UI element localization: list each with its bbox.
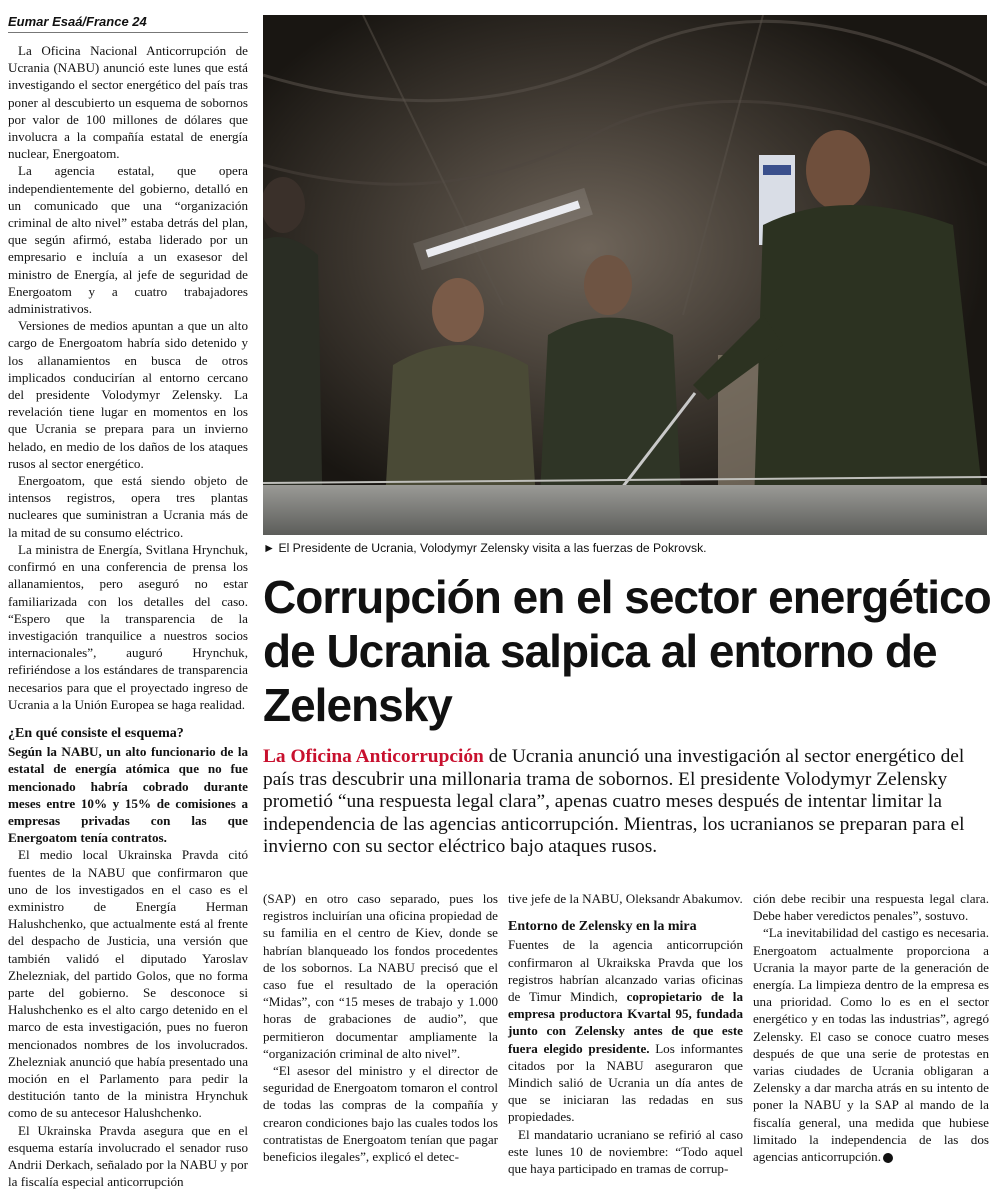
paragraph-text: Los informantes citados por la NABU aseguraron que Mindich salió de Ucrania un día antes de que se iniciaran las redadas en sus propiedades. <box>508 1040 743 1125</box>
photo-caption: ► El Presidente de Ucrania, Volodymyr Zelensky visita a las fuerzas de Pokrovsk. <box>263 541 707 555</box>
paragraph: Energoatom, que está siendo objeto de intensos registros, opera tres plantas nucleares que suministran a Ucrania más de la mitad de su consumo eléctrico. <box>8 473 248 540</box>
paragraph: La Oficina Nacional Anticorrupción de Ucrania (NABU) anunció este lunes que está investigando el sector energético del país tras poner al descubierto un esquema de sobornos por valor de 100 millones de dólares que involucra a la compañía estatal de energía nuclear, Energoatom. <box>8 43 248 162</box>
news-photo <box>263 15 987 535</box>
paragraph: La agencia estatal, que opera independientemente del gobierno, detalló en un comunicado que una “organización criminal de alto nivel” estaba detrás del plan, que según afirmó, estaba liderado por un empresario e incluía a un exasesor del ministro de Energía, al jefe de seguridad de Energoatom y a cuatro trabajadores administrativos. <box>8 163 248 317</box>
section-subhead: ¿En qué consiste el esquema? <box>8 725 184 741</box>
article-column-4 <box>753 890 989 1165</box>
headline: Corrupción en el sector energético de Ucrania salpica al entorno de Zelensky <box>263 571 991 731</box>
bold-text: copropietario de la empresa productora Kvartal 95, fundada junto con Zelensky antes de que este fuera elegido presidente. <box>508 989 743 1056</box>
paragraph: El mandatario ucraniano se refirió al caso este lunes 10 de noviembre: “Todo aquel que haya participado en tramas de corrup- <box>508 1126 743 1177</box>
lead-paragraph <box>263 746 993 859</box>
paragraph: El medio local Ukrainska Pravda citó fuentes de la NABU que confirmaron que uno de los investigados en el caso es el exministro de Energía Herman Halushchenko, que actualmente está al frente del despacho de Justicia, una versión que también validó el diputado Yaroslav Zhelezniak, del partido Golos, que no forma parte del gobierno. Se desconoce si Halushchenko es el alto cargo detenido en el marco de esta investigación, pues no fueron mencionados nombres de los involucrados. Zhelezniak anunció que había presentado una moción en el Parlamento para pedir la destitución tanto de la ministra Hrynchuk como de su antecesor Halushchenko. <box>8 847 248 1121</box>
paragraph: Versiones de medios apuntan a que un alto cargo de Energoatom habría sido detenido y los allanamientos en busca de otros implicados conducirían al entorno cercano del presidente Volodymyr Zelensky. La revelación tiene lugar en momentos en los que Ucrania se prepara para un invierno helado, en medio de los daños de los ataques rusos al sector energético. <box>8 318 248 471</box>
paragraph: (SAP) en otro caso separado, pues los registros incluirían una oficina propiedad de su familia en el centro de Kiev, donde se habrían blanqueado los fondos procedentes de los sobornos. La NABU precisó que el caso fue el resultado de la operación “Midas”, con “15 meses de trabajo y 1.000 horas de grabaciones de audio”, que permitieron documentar ampliamente la “organización criminal de alto nivel”. <box>263 891 498 1061</box>
paragraph: “El asesor del ministro y el director de seguridad de Energoatom tomaron el control de todas las compras de la compañía y crearon condiciones bajo las cuales todos los contratistas de Energoatom tenían que pagar beneficios ilegales”, explicó el detec- <box>263 1063 498 1165</box>
paragraph <box>753 924 989 1165</box>
end-mark-icon <box>883 1153 893 1163</box>
photo-illustration-icon <box>263 15 987 535</box>
article-column-1 <box>8 42 248 1190</box>
lead-text: de Ucrania anunció una investigación al sector energético del país tras descubrir una millonaria trama de sobornos. El presidente Volodymyr Zelensky prometió “una respuesta legal clara”, apenas cuatro meses después de intentar limitar la independencia de las agencias anticorrupción. Mientras, los ucranianos se preparan para el invierno con su sector eléctrico bajo ataques rusos. <box>263 746 965 858</box>
paragraph-text: “La inevitabilidad del castigo es necesaria. Energoatom actualmente proporciona a Ucrania la mayor parte de la generación de energía. La limpieza dentro de la empresa es una prioridad. Como lo es en el sector energético y en todas las industrias”, agregó Zelensky. El caso se conoce cuatro meses después de que una serie de protestas en varias ciudades de Ucrania obligaran a Zelensky a dar marcha atrás en su intento de poner la NABU y la SAP al mando de la fiscalía general, una medida que hubiese limitado la independencia de las dos agencias anticorrupción. <box>753 925 989 1165</box>
paragraph: tive jefe de la NABU, Oleksandr Abakumov. <box>508 891 743 906</box>
section-subhead: Entorno de Zelensky en la mira <box>508 919 697 935</box>
bold-paragraph: Según la NABU, un alto funcionario de la estatal de energía atómica que no fue mencionado habría cobrado durante meses entre 10% y 15% de comisiones a empresas privadas con las que Energoatom tenía contratos. <box>8 744 248 846</box>
paragraph: ción debe recibir una respuesta legal clara. Debe haber veredictos penales”, sostuvo. <box>753 891 989 924</box>
paragraph <box>508 936 743 1125</box>
article-column-2 <box>263 890 498 1165</box>
paragraph: La ministra de Energía, Svitlana Hrynchuk, confirmó en una conferencia de prensa los allanamientos, pero aseguró no estar familiarizada con los detalles del caso. “Espero que la transparencia de la investigación tranquilice a nuestros socios internacionales”, auguró Hrynchuk, refiriéndose a los estándares de transparencia necesarios para que el proyectado ingreso de Ucrania a la Unión Europea se haga realidad. <box>8 541 248 712</box>
lead-highlight: La Oficina Anticorrupción <box>263 746 484 767</box>
article-column-3 <box>508 890 743 1177</box>
paragraph: El Ukrainska Pravda asegura que en el esquema estaría involucrado el senador ruso Andrii Derkach, señalado por la NABU y por la fiscalía especial anticorrupción <box>8 1122 248 1190</box>
paragraph-text: Fuentes de la agencia anticorrupción confirmaron al Ukraikska Pravda que los registros habrían alcanzado varias oficinas de Timur Mindich, <box>508 937 743 1005</box>
byline: Eumar Esaá/France 24 <box>8 14 248 33</box>
